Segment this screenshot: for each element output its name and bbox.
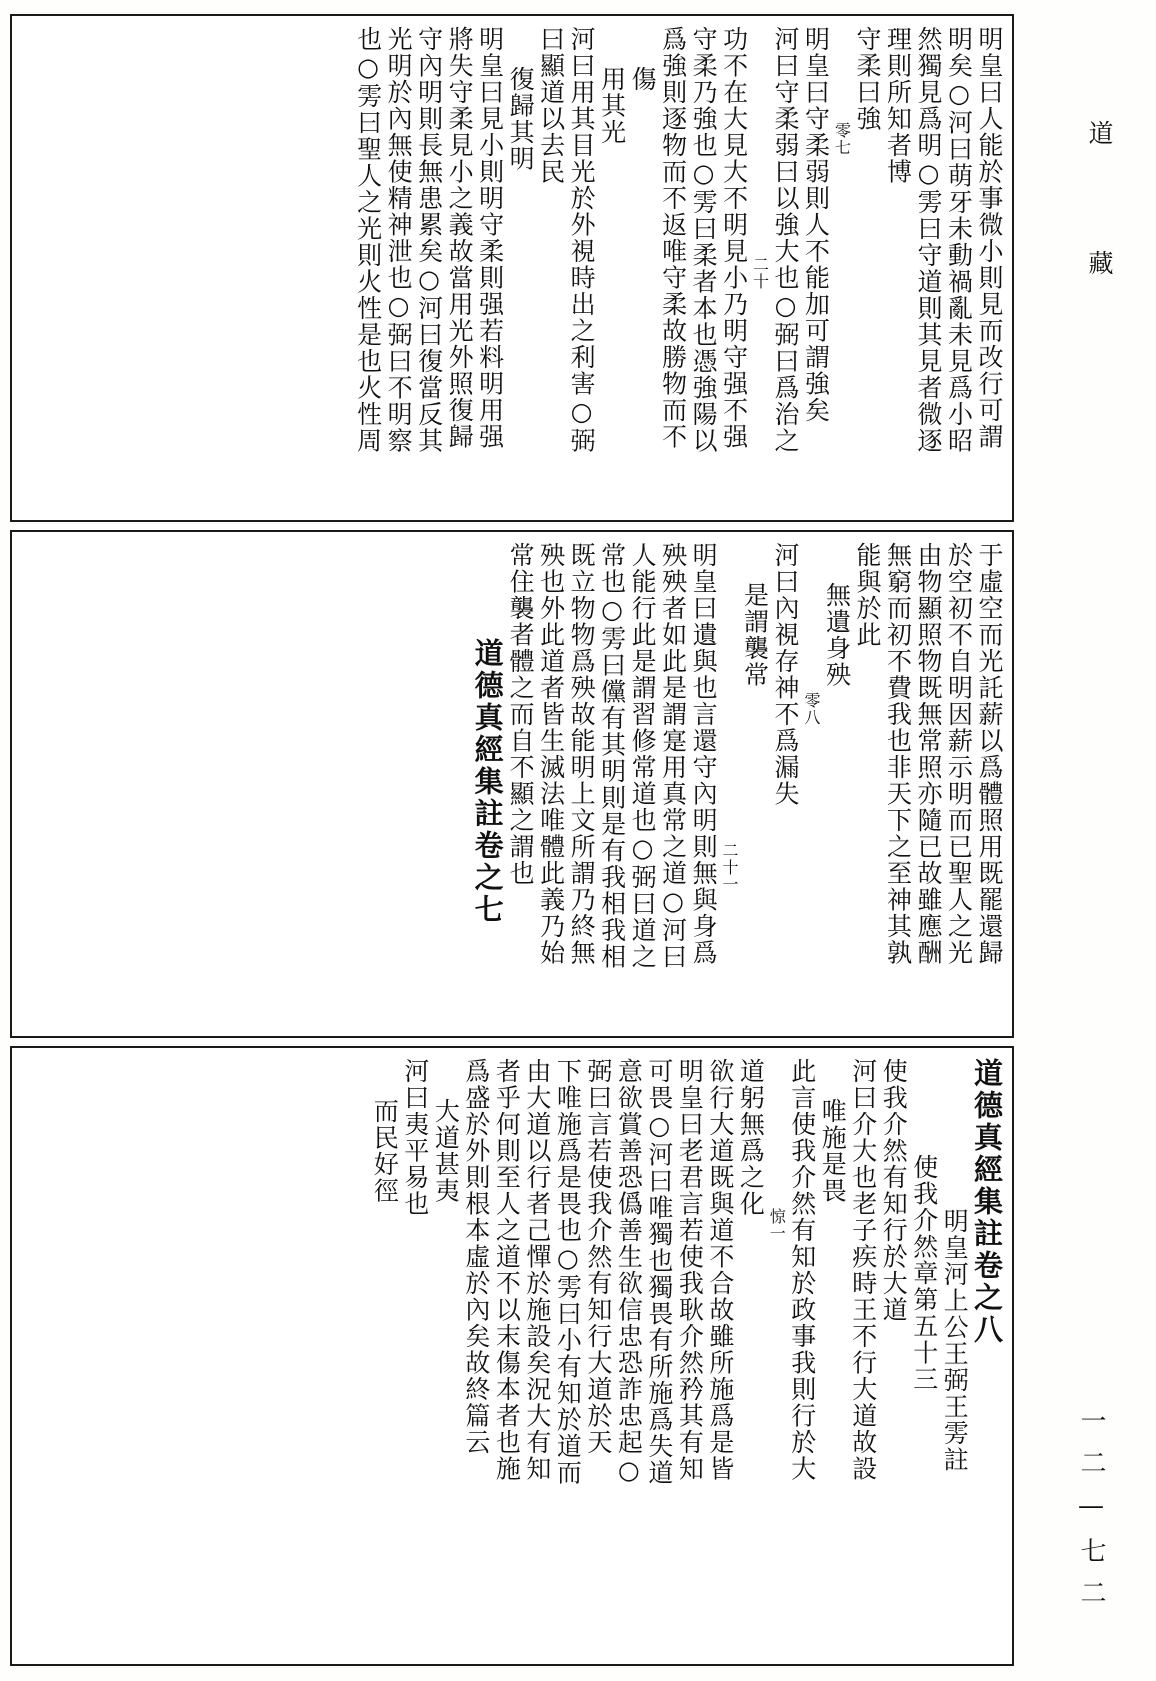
section-note: 二十一 (720, 842, 740, 893)
section-note: 二十 (750, 256, 770, 290)
text-column: 唯施是畏 (818, 1098, 848, 1204)
text-column: 殃也外此道者皆生滅法唯體此義乃始 (536, 542, 566, 966)
text-column: 大道甚夷 (431, 1098, 461, 1204)
text-column: 爲強則逐物而不返唯守柔故勝物而不 (658, 26, 688, 450)
text-column: 常也○雱曰儻有其明則是有我相我相 (597, 542, 627, 970)
text-column: 明皇曰見小則明守柔則强若料明用强 (475, 26, 505, 450)
text-column: 無遺身殃 (822, 582, 852, 688)
text-column: 明皇曰老君言若使我耿介然矜其有知 (675, 1058, 705, 1482)
section-note: 零八 (802, 692, 821, 726)
text-column: 弼曰言若使我介然有知行大道於天 (583, 1058, 613, 1456)
text-column: 由大道以行者己憚於施設矣況大有知 (522, 1058, 552, 1482)
text-column: 下唯施爲是畏也○雱曰小有知於道而 (553, 1058, 583, 1486)
text-column: 傷 (628, 66, 658, 93)
text-column: 河曰夷平易也 (400, 1058, 430, 1217)
text-column: 能與於此 (853, 542, 882, 648)
text-column: 是謂襲常 (740, 582, 770, 688)
text-column: 也○雱曰聖人之光則火性是也火性周 (353, 26, 383, 454)
text-column: 欲行大道既與道不合故雖所施爲是皆 (705, 1058, 735, 1482)
text-column: 明皇曰人能於事微小則見而改行可謂 (975, 26, 1004, 450)
text-column: 常住襲者體之而自不顯之謂也 (506, 542, 536, 887)
text-column: 意欲賞善恐僞善生欲信忠恐詐忠起○ (614, 1058, 644, 1486)
text-column: 由物顯照物既無常照亦隨已故雖應酬 (914, 542, 943, 966)
text-column: 守柔曰強 (853, 26, 882, 132)
collection-label: 道 藏 (1085, 120, 1114, 313)
text-column: 功不在大見大不明見小乃明守强不强 (719, 26, 749, 450)
page-number: 一二—七二 (1076, 1407, 1106, 1621)
text-column: 守柔乃強也○雱曰柔者本也憑強陽以 (689, 26, 719, 454)
text-column: 既立物物爲殃故能明上文所謂乃終無 (567, 542, 597, 966)
text-column: 可畏○河曰唯獨也獨畏有所施爲失道 (644, 1058, 674, 1486)
middle-text-block (10, 530, 1014, 1038)
text-column: 明皇曰守柔弱則人不能加可謂強矣 (801, 26, 831, 424)
text-column: 道躬無爲之化 (736, 1058, 766, 1217)
section-note: 惊一 (767, 1208, 787, 1242)
text-column: 此言使我介然有知於政事我則行於大 (787, 1058, 817, 1482)
text-column: 理則所知者博 (883, 26, 913, 185)
text-column: 用其光 (597, 66, 627, 146)
text-column: 者乎何則至人之道不以末傷本者也施 (492, 1058, 522, 1482)
volume-title-end: 道德真經集註卷之七 (470, 638, 505, 926)
text-column: 明皇曰遺與也言還守內明則無與身爲 (689, 542, 719, 966)
text-column: 于虛空而光託薪以爲體照用既罷還歸 (975, 542, 1004, 966)
text-column: 於空初不自明因薪示明而已聖人之光 (944, 542, 974, 966)
author-line: 明皇河上公王弼王雱註 (940, 1208, 970, 1473)
text-column: 河曰介大也老子疾時王不行大道故設 (848, 1058, 878, 1482)
text-column: 使我介然有知行於大道 (879, 1058, 909, 1323)
page-margin (1016, 0, 1156, 1681)
text-column: 曰顯道以去民 (536, 26, 566, 185)
text-column: 河曰內視存神不爲漏失 (771, 542, 801, 807)
text-column: 無窮而初不費我也非天下之至神其孰 (883, 542, 913, 966)
text-column: 然獨見爲明○雱曰守道則其見者微逐 (914, 26, 943, 454)
section-note: 零七 (832, 122, 852, 156)
text-column: 而民好徑 (370, 1098, 400, 1204)
lower-text-block (10, 1046, 1014, 1666)
text-column: 將失守柔見小之義故當用光外照復歸 (445, 26, 475, 450)
text-column: 河曰守柔弱曰以強大也○弼曰爲治之 (771, 26, 801, 454)
text-column: 河曰用其目光於外視時出之利害○弼 (567, 26, 597, 454)
text-column: 人能行此是謂習修常道也○弼曰道之 (628, 542, 658, 970)
upper-text-block (10, 14, 1014, 522)
text-column: 光明於內無使精神泄也○弼曰不明察 (384, 26, 414, 454)
text-column: 明矣○河曰萌牙未動禍亂未見爲小昭 (944, 26, 974, 454)
text-column: 復歸其明 (506, 66, 536, 172)
chapter-title: 使我介然章第五十三 (909, 1154, 939, 1393)
text-column: 殃殃者如此是謂寔用真常之道○河曰 (658, 542, 688, 970)
text-column: 守內明則長無患累矣○河曰復當反其 (414, 26, 444, 454)
volume-title: 道德真經集註卷之八 (970, 1058, 1004, 1346)
text-column: 爲盛於外則根本虛於內矣故終篇云 (461, 1058, 491, 1456)
